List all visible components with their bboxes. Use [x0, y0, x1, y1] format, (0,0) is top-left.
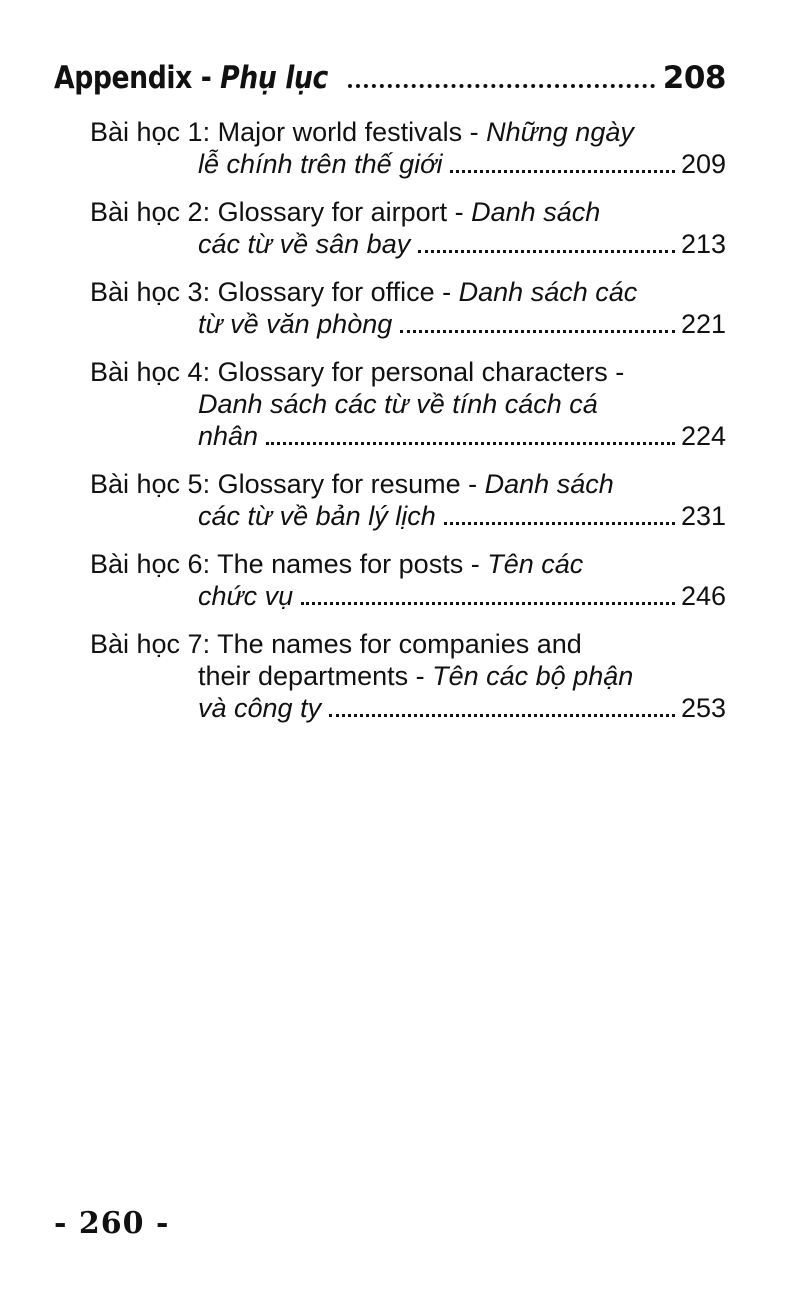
toc-entry-list [90, 116, 726, 740]
toc-entry [90, 356, 726, 452]
toc-entry-vi: Danh sách [471, 197, 601, 227]
toc-entry-vi-tail: lễ chính trên thế giới [198, 149, 443, 179]
toc-entry-last-line [90, 228, 726, 260]
toc-entry-vi-tail: các từ về bản lý lịch [198, 501, 436, 531]
toc-entry-page: 221 [680, 309, 726, 339]
dot-leader [400, 330, 675, 333]
appendix-heading [54, 60, 726, 102]
toc-entry-vi-tail: nhân [198, 421, 259, 451]
toc-entry-last-line [90, 580, 726, 612]
toc-entry-last-line [90, 308, 726, 340]
appendix-title-en: Appendix [54, 60, 192, 96]
toc-entry-en: Bài học 1: Major world festivals - [90, 117, 487, 147]
dot-leader [450, 170, 674, 173]
toc-entry-en: Bài học 7: The names for companies and [90, 629, 582, 659]
toc-entry-vi-continuation: Tên các bộ phận [432, 661, 634, 691]
appendix-title-separator: - [191, 60, 221, 96]
dot-leader [444, 522, 675, 525]
appendix-title-vi: Phụ lục [220, 60, 328, 96]
toc-entry-last-line [90, 420, 726, 452]
toc-entry-head [90, 628, 726, 660]
page-number-footer: - 260 - [54, 1206, 170, 1241]
toc-entry-last-line [90, 148, 726, 180]
toc-entry-vi: Những ngày [486, 117, 634, 147]
toc-entry [90, 628, 726, 724]
toc-entry-page: 246 [680, 581, 726, 611]
appendix-page-number: 208 [662, 60, 726, 96]
toc-entry-page: 231 [680, 501, 726, 531]
toc-entry-vi-tail: và công ty [198, 693, 322, 723]
toc-entry-head [90, 468, 726, 500]
dot-leader [348, 84, 654, 88]
toc-entry-en: Bài học 3: Glossary for office - [90, 277, 459, 307]
toc-entry-vi: Tên các [487, 549, 584, 579]
toc-entry-page: 253 [680, 693, 726, 723]
toc-entry [90, 196, 726, 260]
toc-entry-en-continuation: their departments - [198, 661, 433, 691]
toc-entry-head [90, 356, 726, 388]
toc-entry-head [90, 548, 726, 580]
toc-entry-continuation [90, 660, 726, 692]
toc-entry [90, 548, 726, 612]
toc-entry-en: Bài học 6: The names for posts - [90, 549, 488, 579]
toc-entry-vi: Danh sách các [458, 277, 638, 307]
toc-entry-last-line [90, 500, 726, 532]
toc-entry-vi-continuation: Danh sách các từ về tính cách cá [198, 389, 598, 419]
toc-entry-vi-tail: từ về văn phòng [198, 309, 393, 339]
dot-leader [418, 250, 675, 253]
toc-entry-page: 209 [680, 149, 726, 179]
toc-entry-en: Bài học 2: Glossary for airport - [90, 197, 472, 227]
toc-entry-vi-tail: chức vụ [198, 581, 294, 611]
toc-entry-head [90, 276, 726, 308]
appendix-title [54, 60, 328, 96]
toc-entry [90, 116, 726, 180]
dot-leader [301, 602, 675, 605]
toc-entry-last-line [90, 692, 726, 724]
toc-entry [90, 468, 726, 532]
dot-leader [266, 442, 675, 445]
toc-entry-vi: Danh sách [484, 469, 614, 499]
toc-entry [90, 276, 726, 340]
toc-entry-en: Bài học 4: Glossary for personal characters - [90, 357, 625, 387]
toc-entry-page: 224 [680, 421, 726, 451]
toc-entry-vi-tail: các từ về sân bay [198, 229, 411, 259]
toc-entry-page: 213 [680, 229, 726, 259]
toc-entry-en: Bài học 5: Glossary for resume - [90, 469, 485, 499]
toc-entry-head [90, 116, 726, 148]
toc-entry-head [90, 196, 726, 228]
dot-leader [329, 714, 675, 717]
